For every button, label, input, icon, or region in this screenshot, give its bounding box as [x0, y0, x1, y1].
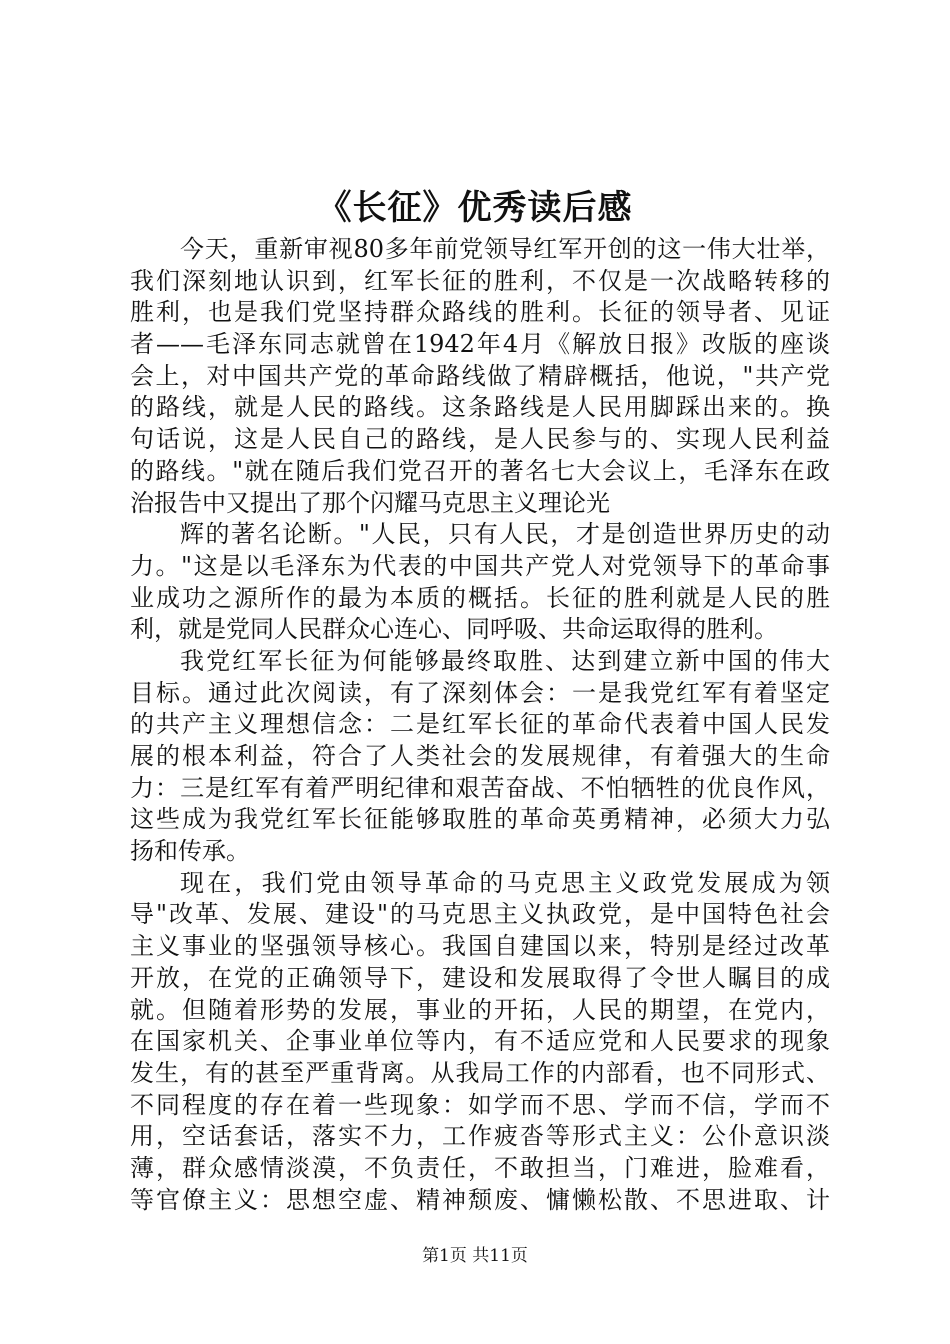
- body-line: 等官僚主义：思想空虚、精神颓废、慵懒松散、不思进取、计: [130, 1185, 830, 1214]
- body-line: 的路线，就是人民的路线。这条路线是人民用脚踩出来的。换: [130, 393, 830, 422]
- body-line: 力：三是红军有着严明纪律和艰苦奋战、不怕牺牲的优良作风，: [130, 773, 830, 802]
- body-line: 就。但随着形势的发展，事业的开拓，人民的期望，在党内，: [130, 995, 830, 1024]
- body-line: 扬和传承。: [130, 837, 250, 866]
- body-line: 薄，群众感情淡漠，不负责任，不敢担当，门难进，脸难看，: [130, 1153, 830, 1182]
- body-line: 在国家机关、企事业单位等内，有不适应党和人民要求的现象: [130, 1027, 830, 1056]
- body-line: 用，空话套话，落实不力，工作疲沓等形式主义：公仆意识淡: [130, 1122, 830, 1151]
- body-line: 发生，有的甚至严重背离。从我局工作的内部看，也不同形式、: [130, 1058, 830, 1087]
- document-title: 《长征》优秀读后感: [317, 188, 633, 228]
- body-line: 辉的著名论断。"人民，只有人民，才是创造世界历史的动: [180, 520, 830, 549]
- document-body: [130, 234, 830, 1216]
- body-line: 治报告中又提出了那个闪耀马克思主义理论光: [130, 488, 610, 517]
- body-line: 会上，对中国共产党的革命路线做了精辟概括，他说，"共产党: [130, 361, 830, 390]
- body-line: 导"改革、发展、建设"的马克思主义执政党，是中国特色社会: [130, 900, 830, 929]
- body-line: 句话说，这是人民自己的路线，是人民参与的、实现人民利益: [130, 425, 830, 454]
- body-line: 现在，我们党由领导革命的马克思主义政党发展成为领: [180, 868, 830, 897]
- body-line: 开放，在党的正确领导下，建设和发展取得了令世人瞩目的成: [130, 963, 830, 992]
- body-line: 业成功之源所作的最为本质的概括。长征的胜利就是人民的胜: [130, 583, 830, 612]
- body-line: 主义事业的坚强领导核心。我国自建国以来，特别是经过改革: [130, 932, 830, 961]
- body-line: 的共产主义理想信念：二是红军长征的革命代表着中国人民发: [130, 710, 830, 739]
- body-line: 胜利，也是我们党坚持群众路线的胜利。长征的领导者、见证: [130, 298, 830, 327]
- body-line: 展的根本利益，符合了人类社会的发展规律，有着强大的生命: [130, 742, 830, 770]
- body-line: 的路线。"就在随后我们党召开的著名七大会议上，毛泽东在政: [130, 456, 830, 485]
- page-number: 第1页 共11页: [422, 1246, 528, 1266]
- body-line: 我们深刻地认识到，红军长征的胜利，不仅是一次战略转移的: [130, 266, 830, 295]
- body-line: 力。"这是以毛泽东为代表的中国共产党人对党领导下的革命事: [130, 551, 830, 580]
- body-line: 目标。通过此次阅读，有了深刻体会：一是我党红军有着坚定: [130, 678, 830, 707]
- body-line: 者——毛泽东同志就曾在1942年4月《解放日报》改版的座谈: [130, 330, 830, 359]
- body-line: 这些成为我党红军长征能够取胜的革命英勇精神，必须大力弘: [130, 805, 830, 834]
- body-line: 利，就是党同人民群众心连心、同呼吸、共命运取得的胜利。: [130, 615, 778, 644]
- body-line: 我党红军长征为何能够最终取胜、达到建立新中国的伟大: [180, 646, 830, 675]
- body-line: 今天，重新审视80多年前党领导红军开创的这一伟大壮举，: [180, 235, 830, 263]
- body-line: 不同程度的存在着一些现象：如学而不思、学而不信，学而不: [130, 1090, 830, 1119]
